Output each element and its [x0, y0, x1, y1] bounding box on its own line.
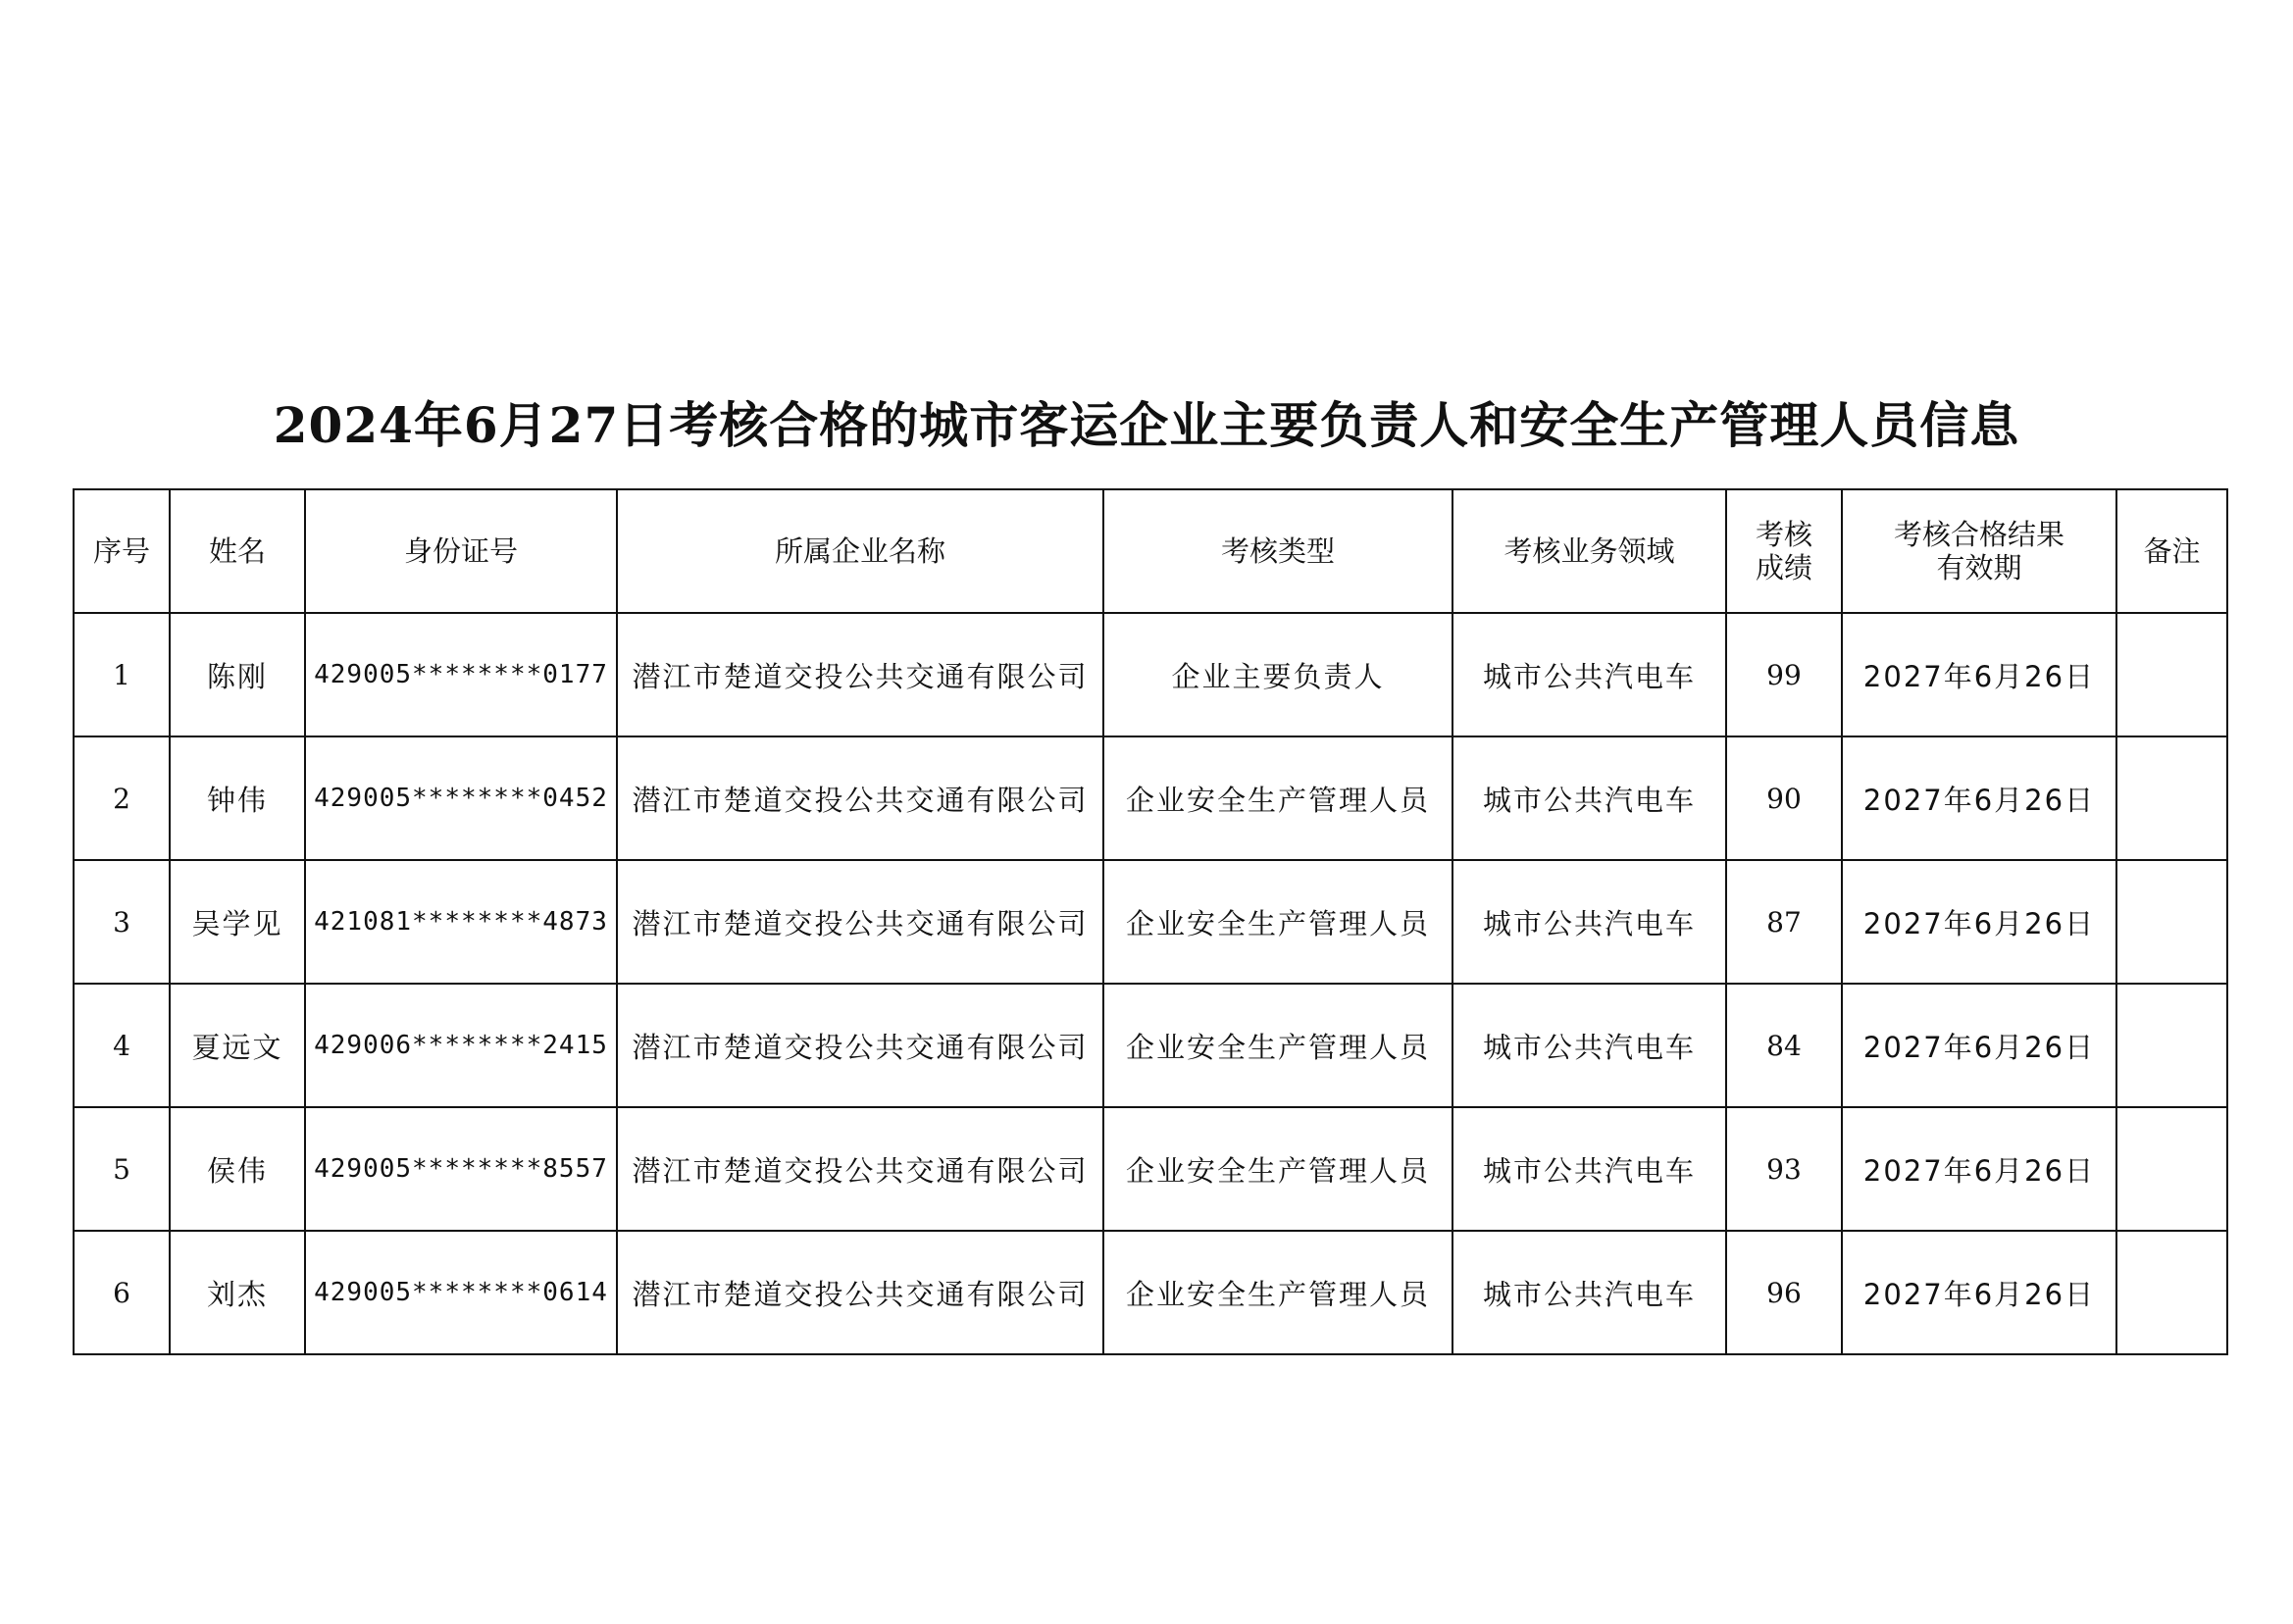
cell-validity: 2027年6月26日 [1842, 860, 2116, 984]
cell-seq: 2 [74, 736, 170, 860]
cell-assess-type: 企业安全生产管理人员 [1103, 1107, 1452, 1231]
table-row [74, 860, 2227, 984]
cell-name: 钟伟 [170, 736, 305, 860]
cell-id-number: 429006********2415 [305, 984, 617, 1107]
table-row [74, 1231, 2227, 1354]
header-company: 所属企业名称 [617, 489, 1103, 613]
cell-seq: 1 [74, 613, 170, 736]
header-validity-line2: 有效期 [1936, 551, 2022, 584]
cell-assess-type: 企业安全生产管理人员 [1103, 736, 1452, 860]
cell-name: 刘杰 [170, 1231, 305, 1354]
cell-remark [2116, 860, 2227, 984]
cell-score: 90 [1726, 736, 1842, 860]
cell-domain: 城市公共汽电车 [1452, 1107, 1726, 1231]
cell-score: 87 [1726, 860, 1842, 984]
cell-name: 夏远文 [170, 984, 305, 1107]
header-name: 姓名 [170, 489, 305, 613]
header-validity-line1: 考核合格结果 [1893, 518, 2064, 551]
table-row [74, 736, 2227, 860]
cell-company: 潜江市楚道交投公共交通有限公司 [617, 984, 1103, 1107]
cell-score: 93 [1726, 1107, 1842, 1231]
table-body [74, 613, 2227, 1354]
cell-company: 潜江市楚道交投公共交通有限公司 [617, 736, 1103, 860]
cell-remark [2116, 736, 2227, 860]
cell-id-number: 421081********4873 [305, 860, 617, 984]
cell-name: 吴学见 [170, 860, 305, 984]
cell-score: 84 [1726, 984, 1842, 1107]
cell-id-number: 429005********0452 [305, 736, 617, 860]
header-score-line2: 成绩 [1755, 551, 1812, 584]
header-id-number: 身份证号 [305, 489, 617, 613]
cell-domain: 城市公共汽电车 [1452, 860, 1726, 984]
cell-id-number: 429005********8557 [305, 1107, 617, 1231]
cell-company: 潜江市楚道交投公共交通有限公司 [617, 1231, 1103, 1354]
personnel-table [73, 488, 2228, 1355]
header-validity [1842, 489, 2116, 613]
table-row [74, 613, 2227, 736]
cell-company: 潜江市楚道交投公共交通有限公司 [617, 860, 1103, 984]
cell-score: 96 [1726, 1231, 1842, 1354]
cell-validity: 2027年6月26日 [1842, 984, 2116, 1107]
cell-validity: 2027年6月26日 [1842, 1107, 2116, 1231]
cell-domain: 城市公共汽电车 [1452, 1231, 1726, 1354]
cell-remark [2116, 1231, 2227, 1354]
cell-id-number: 429005********0177 [305, 613, 617, 736]
cell-assess-type: 企业主要负责人 [1103, 613, 1452, 736]
header-row [74, 489, 2227, 613]
cell-name: 侯伟 [170, 1107, 305, 1231]
table-header [74, 489, 2227, 613]
cell-company: 潜江市楚道交投公共交通有限公司 [617, 1107, 1103, 1231]
header-seq: 序号 [74, 489, 170, 613]
cell-validity: 2027年6月26日 [1842, 1231, 2116, 1354]
cell-remark [2116, 984, 2227, 1107]
table-row [74, 1107, 2227, 1231]
cell-validity: 2027年6月26日 [1842, 736, 2116, 860]
cell-domain: 城市公共汽电车 [1452, 736, 1726, 860]
cell-name: 陈刚 [170, 613, 305, 736]
header-assess-type: 考核类型 [1103, 489, 1452, 613]
cell-score: 99 [1726, 613, 1842, 736]
cell-assess-type: 企业安全生产管理人员 [1103, 860, 1452, 984]
cell-assess-type: 企业安全生产管理人员 [1103, 984, 1452, 1107]
cell-domain: 城市公共汽电车 [1452, 613, 1726, 736]
cell-company: 潜江市楚道交投公共交通有限公司 [617, 613, 1103, 736]
cell-assess-type: 企业安全生产管理人员 [1103, 1231, 1452, 1354]
cell-domain: 城市公共汽电车 [1452, 984, 1726, 1107]
header-score [1726, 489, 1842, 613]
cell-remark [2116, 1107, 2227, 1231]
cell-seq: 5 [74, 1107, 170, 1231]
header-score-line1: 考核 [1755, 518, 1812, 551]
cell-validity: 2027年6月26日 [1842, 613, 2116, 736]
cell-seq: 3 [74, 860, 170, 984]
header-domain: 考核业务领域 [1452, 489, 1726, 613]
cell-id-number: 429005********0614 [305, 1231, 617, 1354]
cell-seq: 4 [74, 984, 170, 1107]
cell-remark [2116, 613, 2227, 736]
table-row [74, 984, 2227, 1107]
document-title: 2024年6月27日考核合格的城市客运企业主要负责人和安全生产管理人员信息 [273, 396, 2020, 454]
cell-seq: 6 [74, 1231, 170, 1354]
header-remark: 备注 [2116, 489, 2227, 613]
